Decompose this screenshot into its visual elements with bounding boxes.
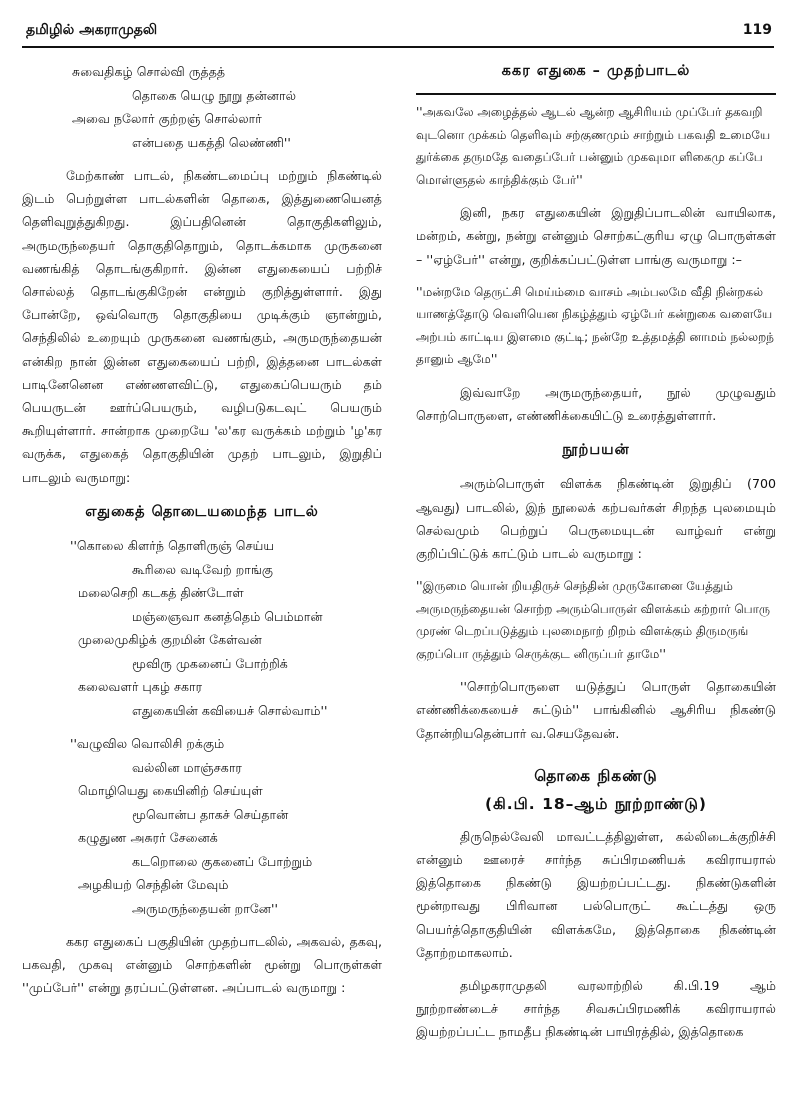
verse-la [22, 534, 382, 722]
verse-line: மூவொன்ப தாகச் செய்தான் [132, 806, 289, 822]
section-heading: நூற்பயன் [562, 442, 630, 459]
section-heading: தொகை நிகண்டு [534, 766, 658, 785]
verse-line: ''கொலை கிளர்ந் தொளிருஞ் செய்ய [70, 538, 275, 554]
verse-line: அழகியற் செந்தின் மேவும் [78, 877, 229, 893]
left-column [22, 60, 382, 1090]
body-paragraph: இனி, நகர எதுகையின் இறுதிப்பாடலின் வாயிலாக, மன்றம், கன்று, நன்று என்னும் சொற்கட்குரிய ஏழு பொருள்கள் – ''ஏழ்பேர்'' என்று, குறிக்கப்பட்டுள்ள பாங்கு வருமாறு :– [416, 205, 776, 267]
quoted-verse: ''அகவலே அழைத்தல் ஆடல் ஆன்ற ஆசிரியம் முப்பேர் தகவறி வுடனொ முக்கம் தெளிவும் சற்குணமும் சாற்றும் பகவதி உமையே துர்க்கை தருமதே வதைப்பேர் பன்னும் முகவுமா ளிகைமு கப்பே மொள்ளுதல் காந்திக்கும் பேர்'' [416, 105, 771, 187]
heading-rule [416, 93, 776, 95]
verse-line: ''வழுவில வொலிசி றக்கும் [70, 736, 225, 752]
verse-line: அவை நலோர் குற்றஞ் சொல்லார் [72, 111, 262, 126]
body-paragraph: தமிழகராமுதலி வரலாற்றில் கி.பி.19 ஆம் நூற்றாண்டைச் சார்ந்த சிவசுப்பிரமணிக் கவிராயரால் இயற்றப்பட்ட நாமதீப நிகண்டின் பாயிரத்தில், இத்தொகை [416, 978, 776, 1040]
quoted-verse: ''இருமை யொன் றியதிருச் செந்தின் முருகோனை யேத்தும் அருமருந்தையன் சொற்ற அரும்பொருள் விளக்கம் கற்றார் பொரு முரண் டெறப்படுத்தும் புலமைநாற் றிறம் விளக்கும் திருமருங் குறப்பொ ருத்தும் செருக்குட னிருப்பர் தாமே'' [416, 579, 770, 661]
page-number: 119 [742, 22, 772, 38]
verse-line: மொழியெது கையினிற் செய்யுள் [78, 783, 263, 799]
verse-line: மலைசெறி கடகத் திண்டோள் [78, 585, 244, 601]
section-heading: எதுகைத் தொடையமைந்த பாடல் [85, 503, 319, 520]
verse-line: அருமருந்தையன் றானே'' [132, 900, 278, 916]
right-column [416, 60, 776, 1090]
body-paragraph: ககர எதுகைப் பகுதியின் முதற்பாடலில், அகவல், தகவு, பகவதி, முகவு என்னும் சொற்களின் மூன்று பொருள்கள் ''முப்பேர்'' என்று தரப்பட்டுள்ளன. அப்பாடல் வருமாறு : [22, 934, 382, 996]
verse-line: கழுதுண அசுரர் சேனைக் [78, 830, 218, 846]
verse-line: கடறொலை குகனைப் போற்றும் [132, 853, 313, 869]
verse-line: முலைமுகிழ்க் குறமின் கேள்வன் [78, 632, 262, 648]
body-paragraph: மேற்காண் பாடல், நிகண்டமைப்பு மற்றும் நிகண்டில் இடம் பெற்றுள்ள பாடல்களின் தொகை, இத்துணையெனத் தெளிவுறுத்துகிறது. இப்பதினென் தொகுதிகளிலும், அருமருந்தையர் தொகுதிதொறும், தொடக்கமாக முருகனை வணங்கித் தொடங்குகிறார். இன்ன எதுகையைப் பற்றிச் சொல்லத் தொடங்குகிறேன் என்றும் குறித்துள்ளார். இது போன்றே, ஒவ்வொரு தொகுதியை முடிக்கும் ஞான்றும், செந்திலில் உறையும் முருகனை வணங்கும், அருமருந்தையன் என்கிற நான் இன்ன எதுகையைப் பற்றி, இத்தனை பாடல்கள் பாடினேனென எண்ணளவிட்டு, எதுகைப்பெயரும் தம் பெயருடன் ஊர்ப்பெயரும், வழிபடுகடவுட் பெயரும் கூறியுள்ளார். சான்றாக முறையே 'ல'கர வருக்கம் மற்றும் 'ழ'கர வருக்க, எதுகைத் தொகுதியின் முதற் பாடலும், இறுதிப் பாடலும் வருமாறு: [22, 168, 382, 485]
verse-top [22, 60, 382, 154]
running-header [26, 20, 772, 44]
verse-line: சுவைதிகழ் சொல்வி ருத்தத் [72, 64, 226, 79]
verse-line: என்பதை யகத்தி லெண்ணி'' [132, 134, 291, 150]
verse-line: தொகை யெழு நூறு தன்னால் [132, 87, 297, 103]
running-title: தமிழில் அகராமுதலி [26, 22, 158, 38]
verse-line: கலைவளர் புகழ் சகார [78, 679, 203, 695]
verse-line: வல்லின மாஞ்சகார [132, 759, 242, 775]
verse-line: எதுகையின் கவியைச் சொல்வாம்'' [132, 702, 328, 718]
section-heading: ககர எதுகை – முதற்பாடல் [501, 63, 691, 79]
verse-line: மஞ்ஞைவா கனத்தெம் பெம்மான் [132, 608, 323, 624]
body-paragraph: ''சொற்பொருளை யடுத்துப் பொருள் தொகையின் எண்ணிக்கையைச் சுட்டும்'' பாங்கினில் ஆசிரிய நிகண்டு தோன்றியதென்பார் வ.செயதேவன். [416, 679, 776, 741]
verse-line: கூரிலை வடிவேற் றாங்கு [132, 561, 274, 577]
body-paragraph: அரும்பொருள் விளக்க நிகண்டின் இறுதிப் (700 ஆவது) பாடலில், இந் நூலைக் கற்பவர்கள் சிறந்த புலமையும் செல்வமும் பெற்றுப் பெருமையுடன் வாழ்வர் என்று குறிப்பிட்டுக் காட்டும் பாடல் வருமாறு : [416, 476, 776, 562]
verse-line: மூவிரு முகனைப் போற்றிக் [132, 655, 288, 671]
body-paragraph: திருநெல்வேலி மாவட்டத்திலுள்ள, கல்லிடைக்குறிச்சி என்னும் ஊரைச் சார்ந்த சுப்பிரமணியக் கவிராயரால் இத்தொகை நிகண்டு இயற்றப்பட்டது. நிகண்டுகளின் மூன்றாவது பிரிவான பல்பொருட் கூட்டத்து ஒரு பெயர்த்தொகுதியின் விளக்கமே, இத்தொகை நிகண்டின் தோற்றமாகலாம். [416, 828, 776, 960]
header-rule [22, 46, 774, 48]
quoted-verse: ''மன்றமே தெருட்சி மெய்ம்மை வாசம் அம்பலமே வீதி நின்றகல் யாணத்தோடு வெளியென நிகழ்த்தும் ஏழ்பேர் கன்றுகை வளையே அற்பம் காட்டிய இளமை குட்டி; நன்றே உத்தமத்தி னாமம் நல்லறந் தானும் ஆமே'' [416, 284, 774, 367]
body-paragraph: இவ்வாறே அருமருந்தையர், நூல் முழுவதும் சொற்பொருளை, எண்ணிக்கையிட்டு உரைத்துள்ளார். [416, 384, 776, 424]
section-subheading: (கி.பி. 18–ஆம் நூற்றாண்டு) [485, 794, 707, 813]
verse-zha [22, 732, 382, 920]
